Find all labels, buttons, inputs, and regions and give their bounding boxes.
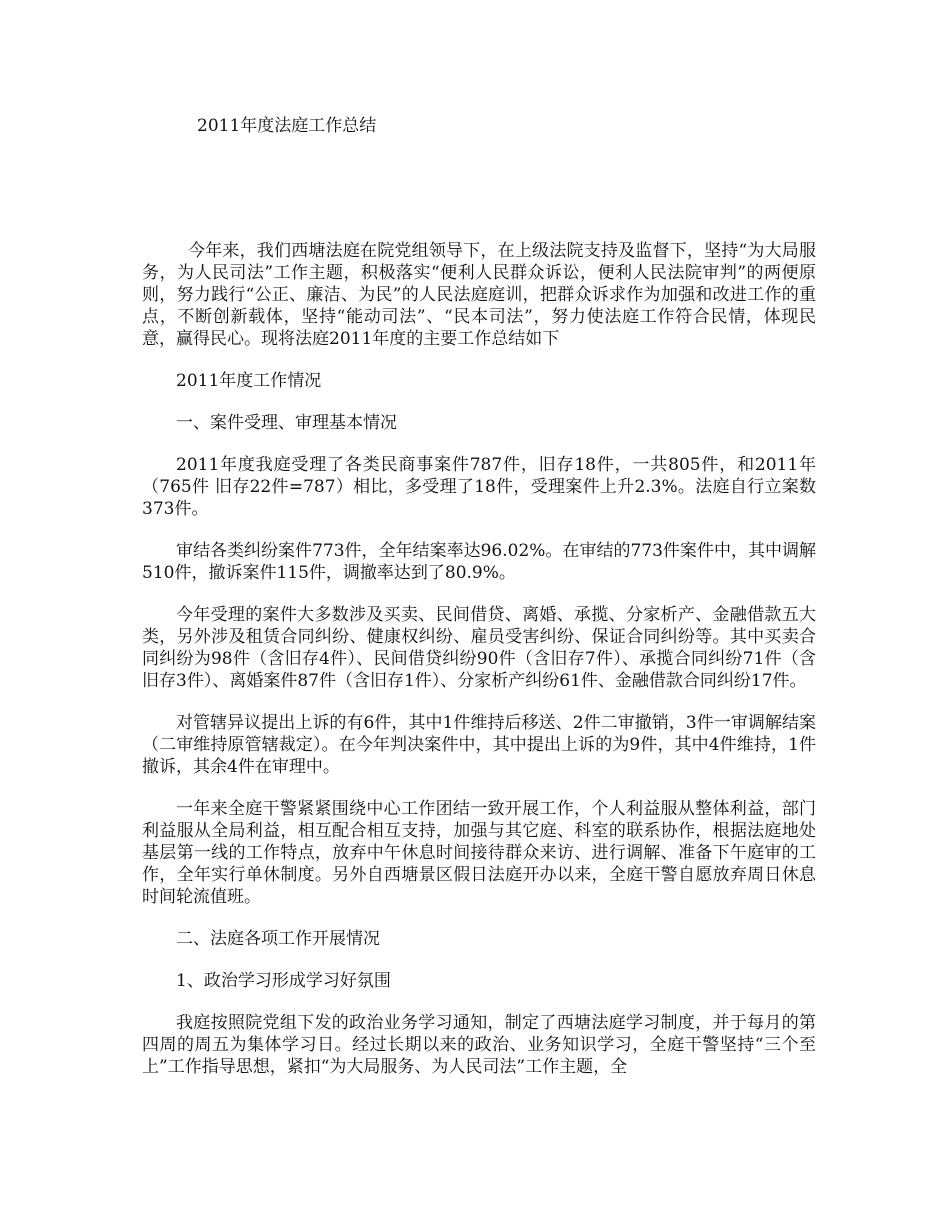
document-body	[142, 240, 816, 1098]
intro-paragraph: 今年来，我们西塘法庭在院党组领导下，在上级法院支持及监督下，坚持“为大局服务，为人民司法”工作主题，积极落实“便利人民群众诉讼，便利人民法院审判”的两便原则，努力践行“公正、廉洁、为民”的人民法庭庭训，把群众诉求作为加强和改进工作的重点，不断创新载体，坚持“能动司法”、“民本司法”，努力使法庭工作符合民情，体现民意，赢得民心。现将法庭2011年度的主要工作总结如下	[142, 241, 816, 349]
political-study-paragraph: 我庭按照院党组下发的政治业务学习通知，制定了西塘法庭学习制度，并于每月的第四周的周五为集体学习日。经过长期以来的政治、业务知识学习，全庭干警坚持“三个至上”工作指导思想，紧扣“为大局服务、为人民司法”工作主题，全	[142, 1013, 816, 1077]
appeal-paragraph: 对管辖异议提出上诉的有6件，其中1件维持后移送、2件二审撤销，3件一审调解结案（二审维持原管辖裁定）。在今年判决案件中，其中提出上诉的为9件，其中4件维持，1件撤诉，其余4件在审理中。	[142, 713, 816, 777]
section-heading-work-status: 2011年度工作情况	[176, 371, 322, 391]
subsection-heading-political-study: 1、政治学习形成学习好氛围	[176, 971, 391, 991]
section-heading-case-acceptance: 一、案件受理、审理基本情况	[176, 413, 397, 433]
section-heading-work-progress: 二、法庭各项工作开展情况	[176, 929, 380, 949]
case-closing-paragraph: 审结各类纠纷案件773件，全年结案率达96.02%。在审结的773件案件中，其中调解510件，撤诉案件115件，调撤率达到了80.9%。	[142, 541, 816, 583]
case-types-paragraph: 今年受理的案件大多数涉及买卖、民间借贷、离婚、承揽、分家析产、金融借款五大类，另外涉及租赁合同纠纷、健康权纠纷、雇员受害纠纷、保证合同纠纷等。其中买卖合同纠纷为98件（含旧存4件）、民间借贷纠纷90件（含旧存7件）、承揽合同纠纷71件（含旧存3件）、离婚案件87件（含旧存1件）、分家析产纠纷61件、金融借款合同纠纷17件。	[142, 605, 816, 691]
teamwork-paragraph: 一年来全庭干警紧紧围绕中心工作团结一致开展工作，个人利益服从整体利益，部门利益服从全局利益，相互配合相互支持，加强与其它庭、科室的联系协作，根据法庭地处基层第一线的工作特点，放弃中午休息时间接待群众来访、进行调解、准备下午庭审的工作，全年实行单休制度。另外自西塘景区假日法庭开办以来，全庭干警自愿放弃周日休息时间轮流值班。	[142, 799, 816, 907]
case-count-paragraph: 2011年度我庭受理了各类民商事案件787件，旧存18件，一共805件，和2011年（765件 旧存22件=787）相比，多受理了18件，受理案件上升2.3%。法庭自行立案数373件。	[142, 455, 816, 519]
document-title: 2011年度法庭工作总结	[197, 116, 377, 136]
